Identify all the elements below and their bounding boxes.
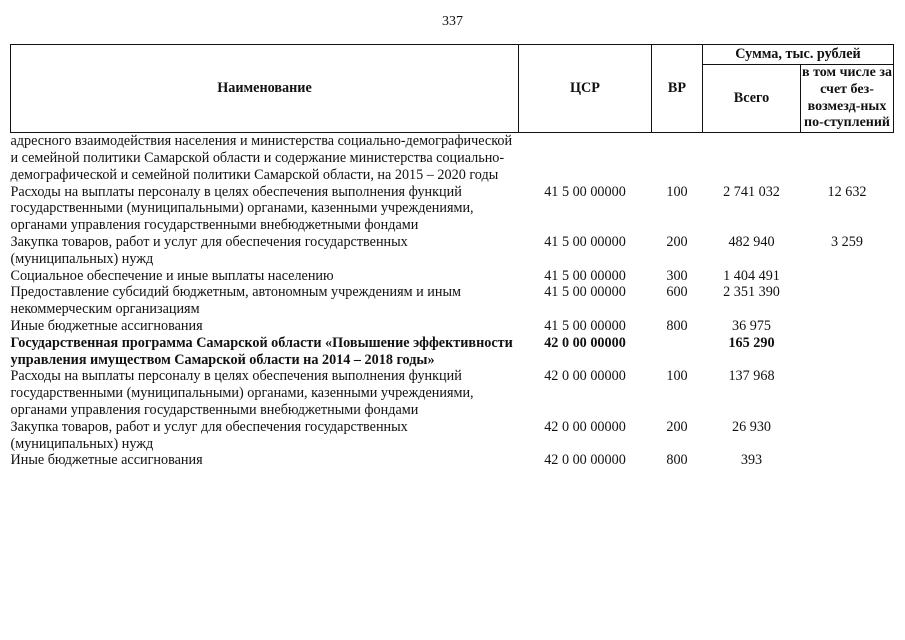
table-row: [11, 268, 894, 285]
table-body: [11, 133, 894, 469]
header-grants: в том числе за счет без-возмезд-ных по-ступлений: [801, 65, 894, 133]
row-csr: 41 5 00 00000: [544, 267, 626, 284]
row-name: Социальное обеспечение и иные выплаты населению: [10, 267, 334, 284]
row-total: 165 290: [728, 334, 775, 351]
row-csr: 42 0 00 00000: [544, 452, 626, 469]
table-row: [11, 234, 894, 268]
row-name: адресного взаимодействия населения и министерства социально-демографической и семейной политики Самарской области и содержание министерства социально-демографической и семейной политики Самарской области, на 2015 – 2020 годы: [10, 133, 513, 183]
row-name: Иные бюджетные ассигнования: [10, 317, 203, 334]
row-grants: [801, 318, 894, 335]
row-grants: [801, 452, 894, 469]
table-row: [11, 284, 894, 318]
row-total: 36 975: [731, 317, 771, 334]
header-total: Всего: [703, 65, 801, 133]
row-vr: [652, 335, 703, 369]
header-vr: ВР: [652, 45, 703, 133]
row-csr: 41 5 00 00000: [544, 183, 626, 200]
row-name: Государственная программа Самарской области «Повышение эффективности управления имуществом Самарской области на 2014 – 2018 годы»: [10, 334, 513, 368]
table-row: [11, 335, 894, 369]
row-csr: 41 5 00 00000: [544, 284, 626, 301]
budget-table: [10, 44, 894, 469]
table-row: [11, 133, 894, 184]
row-csr: 42 0 00 00000: [544, 334, 626, 351]
row-grants: [801, 419, 894, 453]
row-vr: 200: [666, 418, 688, 435]
row-name: Иные бюджетные ассигнования: [10, 452, 203, 469]
row-vr: 300: [666, 267, 688, 284]
row-grants: 12 632: [827, 183, 867, 200]
table-row: [11, 184, 894, 234]
row-grants: [801, 284, 894, 318]
row-grants: [801, 133, 894, 184]
table-row: [11, 419, 894, 453]
table-row: [11, 452, 894, 469]
row-total: 482 940: [728, 233, 775, 250]
row-total: 2 741 032: [723, 183, 780, 200]
row-grants: 3 259: [831, 233, 863, 250]
row-vr: 600: [666, 284, 688, 301]
table-row: [11, 318, 894, 335]
row-total: 137 968: [728, 368, 775, 385]
table-row: [11, 368, 894, 418]
row-vr: 800: [666, 452, 688, 469]
header-csr: ЦСР: [519, 45, 652, 133]
row-name: Расходы на выплаты персоналу в целях обеспечения выполнения функций государственными (муниципальными) органами, казенными учреждениями, органами управления государственными внебюджетными фондами: [10, 183, 474, 234]
row-csr: 41 5 00 00000: [544, 317, 626, 334]
row-vr: [652, 133, 703, 184]
page-number: 337: [442, 14, 463, 29]
row-name: Закупка товаров, работ и услуг для обеспечения государственных (муниципальных) нужд: [10, 418, 408, 452]
row-grants: [801, 335, 894, 369]
row-name: Расходы на выплаты персоналу в целях обеспечения выполнения функций государственными (муниципальными) органами, казенными учреждениями, органами управления государственными внебюджетными фондами: [10, 368, 474, 418]
row-grants: [801, 368, 894, 418]
table-header: [11, 45, 894, 133]
row-csr: 42 0 00 00000: [544, 418, 626, 435]
row-total: 26 930: [731, 418, 771, 435]
header-name: Наименование: [11, 45, 519, 133]
row-vr: 200: [666, 233, 688, 250]
row-csr: 42 0 00 00000: [544, 368, 626, 385]
row-grants: [801, 268, 894, 285]
row-vr: 100: [666, 183, 688, 200]
row-csr: 41 5 00 00000: [544, 233, 626, 250]
row-name: Закупка товаров, работ и услуг для обеспечения государственных (муниципальных) нужд: [10, 233, 408, 267]
row-name: Предоставление субсидий бюджетным, автономным учреждениям и иным некоммерческим организациям: [10, 284, 461, 318]
header-sum: Сумма, тыс. рублей: [703, 45, 894, 65]
row-total: 393: [740, 452, 763, 469]
row-total: 2 351 390: [723, 284, 780, 301]
row-vr: 800: [666, 317, 688, 334]
row-csr: [519, 133, 652, 184]
row-vr: 100: [666, 368, 688, 385]
row-total: [703, 133, 801, 184]
row-total: 1 404 491: [723, 267, 780, 284]
